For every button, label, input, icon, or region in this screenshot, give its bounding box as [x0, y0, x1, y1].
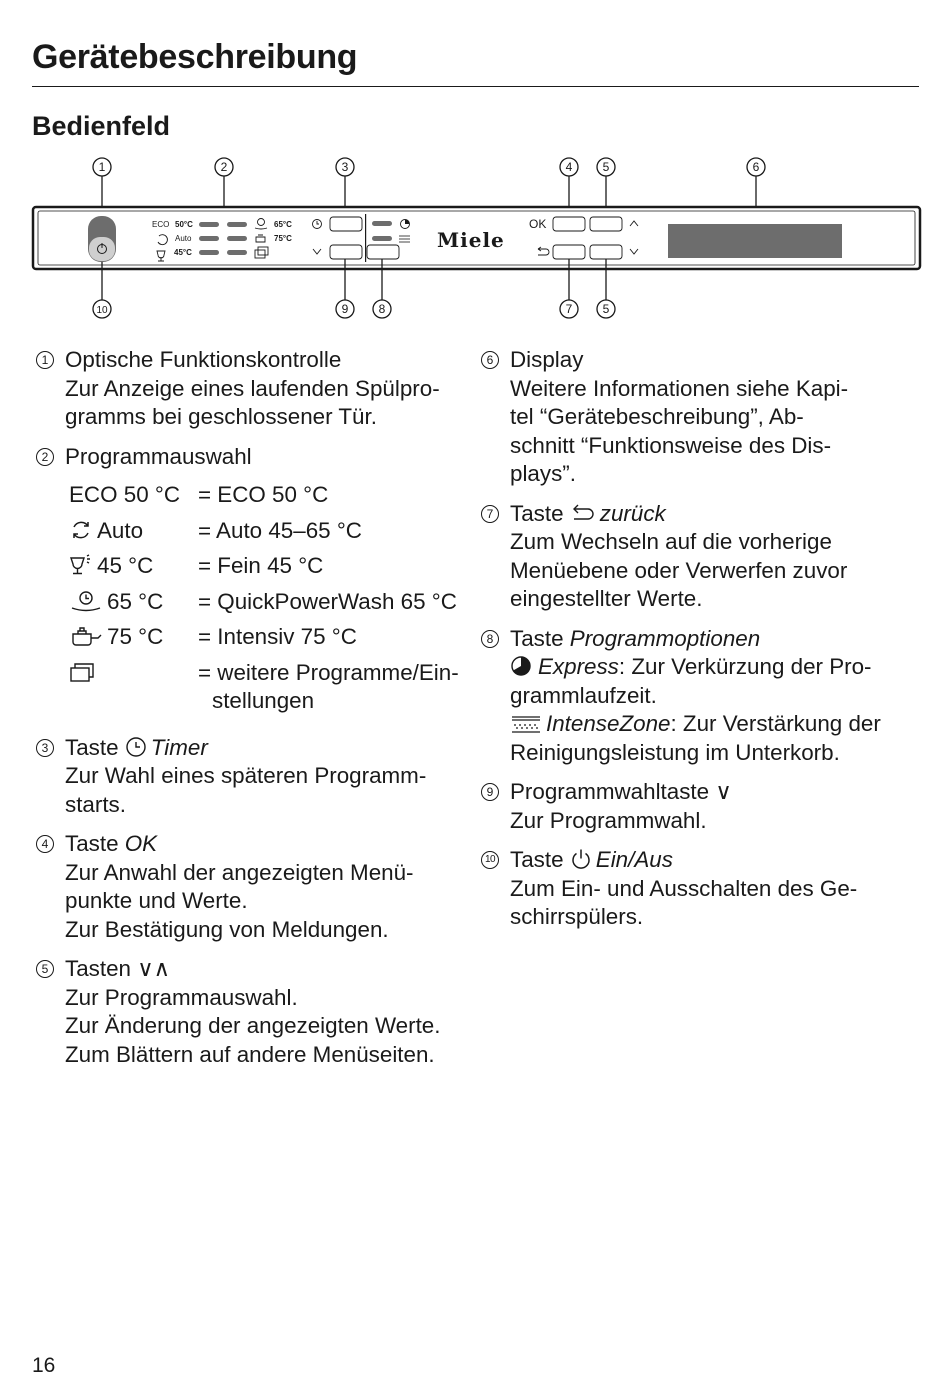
item-title — [510, 625, 921, 654]
intensezone-name: IntenseZone — [546, 711, 671, 736]
item-prefix: Taste — [65, 831, 119, 856]
item-prefix: Taste — [510, 625, 564, 651]
item-prefix: Taste — [65, 734, 119, 760]
express-line — [510, 653, 921, 682]
legend-item-4 — [36, 830, 482, 944]
program-key: 65 °C — [107, 588, 164, 614]
panel-auto-label: Auto — [175, 234, 192, 243]
program-value: = Fein 45 °C — [198, 553, 324, 578]
item-name: Timer — [150, 734, 208, 760]
legend-left-column — [36, 346, 482, 1080]
program-row — [69, 588, 480, 624]
intensezone-line — [510, 710, 921, 739]
item-number: 10 — [481, 851, 499, 869]
legend-item-9 — [481, 778, 921, 835]
item-text: Zum Wechseln auf die vorherige — [510, 529, 832, 554]
item-number: 5 — [36, 960, 54, 978]
item-title — [65, 830, 482, 859]
item-text: Zur Anzeige eines laufenden Spülpro- — [65, 375, 440, 401]
timer-icon — [125, 736, 147, 758]
legend-item-6 — [481, 346, 921, 489]
callout-2: 2 — [220, 160, 228, 174]
glass-icon — [69, 554, 93, 576]
program-table — [69, 481, 480, 723]
program-key: 45 °C — [97, 553, 154, 578]
item-text: starts. — [65, 791, 126, 817]
item-text: eingestellter Werte. — [510, 586, 703, 611]
program-row — [69, 481, 480, 517]
legend-right-column — [481, 346, 921, 943]
item-text: Zum Ein- und Ausschalten des Ge- — [510, 875, 858, 901]
program-value: = Intensiv 75 °C — [198, 624, 357, 649]
item-prefix: Taste — [510, 500, 564, 526]
callout-9: 9 — [341, 302, 349, 316]
item-text: Zur Änderung der angezeigten Werte. — [65, 1013, 441, 1038]
item-number: 1 — [36, 351, 54, 369]
program-row — [69, 552, 480, 588]
item-number: 9 — [481, 783, 499, 801]
auto-program-icon — [69, 519, 93, 541]
express-icon — [510, 655, 534, 677]
title-divider — [32, 86, 919, 87]
callout-1: 1 — [98, 160, 106, 174]
item-title: Optische Funktionskontrolle — [65, 347, 342, 372]
item-text: Zur Wahl eines späteren Programm- — [65, 763, 427, 788]
program-value: = ECO 50 °C — [198, 482, 329, 507]
callout-5-bottom: 5 — [602, 302, 610, 316]
panel-ok-label: OK — [529, 217, 547, 231]
item-text: punkte und Werte. — [65, 888, 248, 913]
item-text: Zum Blättern auf andere Menüseiten. — [65, 1041, 435, 1067]
panel-eco-label: ECO — [152, 220, 170, 229]
item-number: 4 — [36, 835, 54, 853]
program-key: 75 °C — [107, 624, 164, 649]
legend-item-1 — [36, 346, 482, 432]
item-text: gramms bei geschlossener Tür. — [65, 404, 377, 429]
callout-10: 10 — [96, 305, 108, 316]
legend-item-8 — [481, 625, 921, 768]
item-text: schnitt “Funktionsweise des Dis- — [510, 432, 832, 458]
item-number: 8 — [481, 630, 499, 648]
program-row — [69, 659, 480, 723]
callout-5-top: 5 — [602, 160, 610, 174]
item-title — [510, 846, 921, 875]
item-text: Menüebene oder Verwerfen zuvor — [510, 557, 848, 583]
item-text: grammlaufzeit. — [510, 682, 657, 708]
intensezone-icon — [510, 712, 542, 734]
item-text: schirrspülers. — [510, 904, 644, 929]
item-title — [65, 734, 482, 763]
express-name: Express — [538, 654, 619, 679]
more-programs-icon — [69, 661, 99, 683]
item-text: Zur Programmauswahl. — [65, 984, 298, 1010]
item-name: Ein/Aus — [595, 847, 673, 872]
intensezone-text: : Zur Verstärkung der — [670, 711, 881, 736]
legend-item-3 — [36, 734, 482, 820]
item-number: 7 — [481, 505, 499, 523]
power-icon — [570, 848, 592, 870]
section-title: Bedienfeld — [32, 111, 171, 141]
item-text: Reinigungsleistung im Unterkorb. — [510, 739, 840, 765]
program-key: ECO 50 °C — [69, 482, 180, 507]
program-value: stellungen — [212, 688, 315, 713]
page-title: Gerätebeschreibung — [32, 38, 358, 76]
item-name: zurück — [599, 500, 666, 526]
item-name: Programmoptionen — [569, 625, 761, 651]
item-prefix: Tasten — [65, 956, 131, 981]
item-name: OK — [124, 831, 158, 856]
callout-8: 8 — [378, 302, 386, 316]
control-panel-diagram — [0, 150, 950, 330]
panel-eco-temp: 50°C — [175, 220, 193, 229]
item-title: Programmauswahl — [65, 443, 252, 469]
legend-item-10 — [481, 846, 921, 932]
item-text: tel “Gerätebeschreibung”, Ab- — [510, 404, 804, 429]
item-number: 3 — [36, 739, 54, 757]
brand-logo: Miele — [437, 228, 505, 252]
item-text: Zur Programmwahl. — [510, 807, 707, 833]
legend-item-2 — [36, 443, 482, 723]
panel-fine-temp: 45°C — [174, 248, 192, 257]
program-row — [69, 623, 480, 659]
item-text: plays”. — [510, 461, 576, 486]
callout-3: 3 — [341, 160, 349, 174]
item-title — [65, 955, 482, 984]
program-value: = QuickPowerWash 65 °C — [198, 588, 457, 614]
callout-7: 7 — [565, 302, 573, 316]
panel-intensive-temp: 75°C — [274, 234, 292, 243]
item-title — [510, 500, 921, 529]
callout-6: 6 — [752, 160, 760, 174]
item-title: Display — [510, 347, 584, 372]
page-number: 16 — [32, 1354, 56, 1377]
pot-icon — [69, 625, 103, 647]
program-value: = weitere Programme/Ein- — [198, 659, 459, 685]
item-title: Programmwahltaste ∨ — [510, 779, 732, 804]
item-text: Weitere Informationen siehe Kapi- — [510, 375, 849, 401]
item-text: Zur Anwahl der angezeigten Menü- — [65, 859, 414, 885]
item-number: 6 — [481, 351, 499, 369]
program-key: Auto — [97, 517, 144, 543]
item-text: Zur Bestätigung von Meldungen. — [65, 916, 389, 942]
item-number: 2 — [36, 448, 54, 466]
item-prefix: Taste — [510, 847, 564, 872]
back-arrow-icon — [570, 504, 596, 524]
express-text: : Zur Verkürzung der Pro- — [618, 654, 872, 679]
legend-item-5 — [36, 955, 482, 1069]
panel-quick-temp: 65°C — [274, 220, 292, 229]
quick-power-wash-icon — [69, 590, 103, 612]
program-value: = Auto 45–65 °C — [198, 517, 362, 543]
program-row — [69, 517, 480, 553]
callout-4: 4 — [565, 160, 573, 174]
legend-item-7 — [481, 500, 921, 614]
up-down-symbols: ∨∧ — [137, 956, 170, 981]
